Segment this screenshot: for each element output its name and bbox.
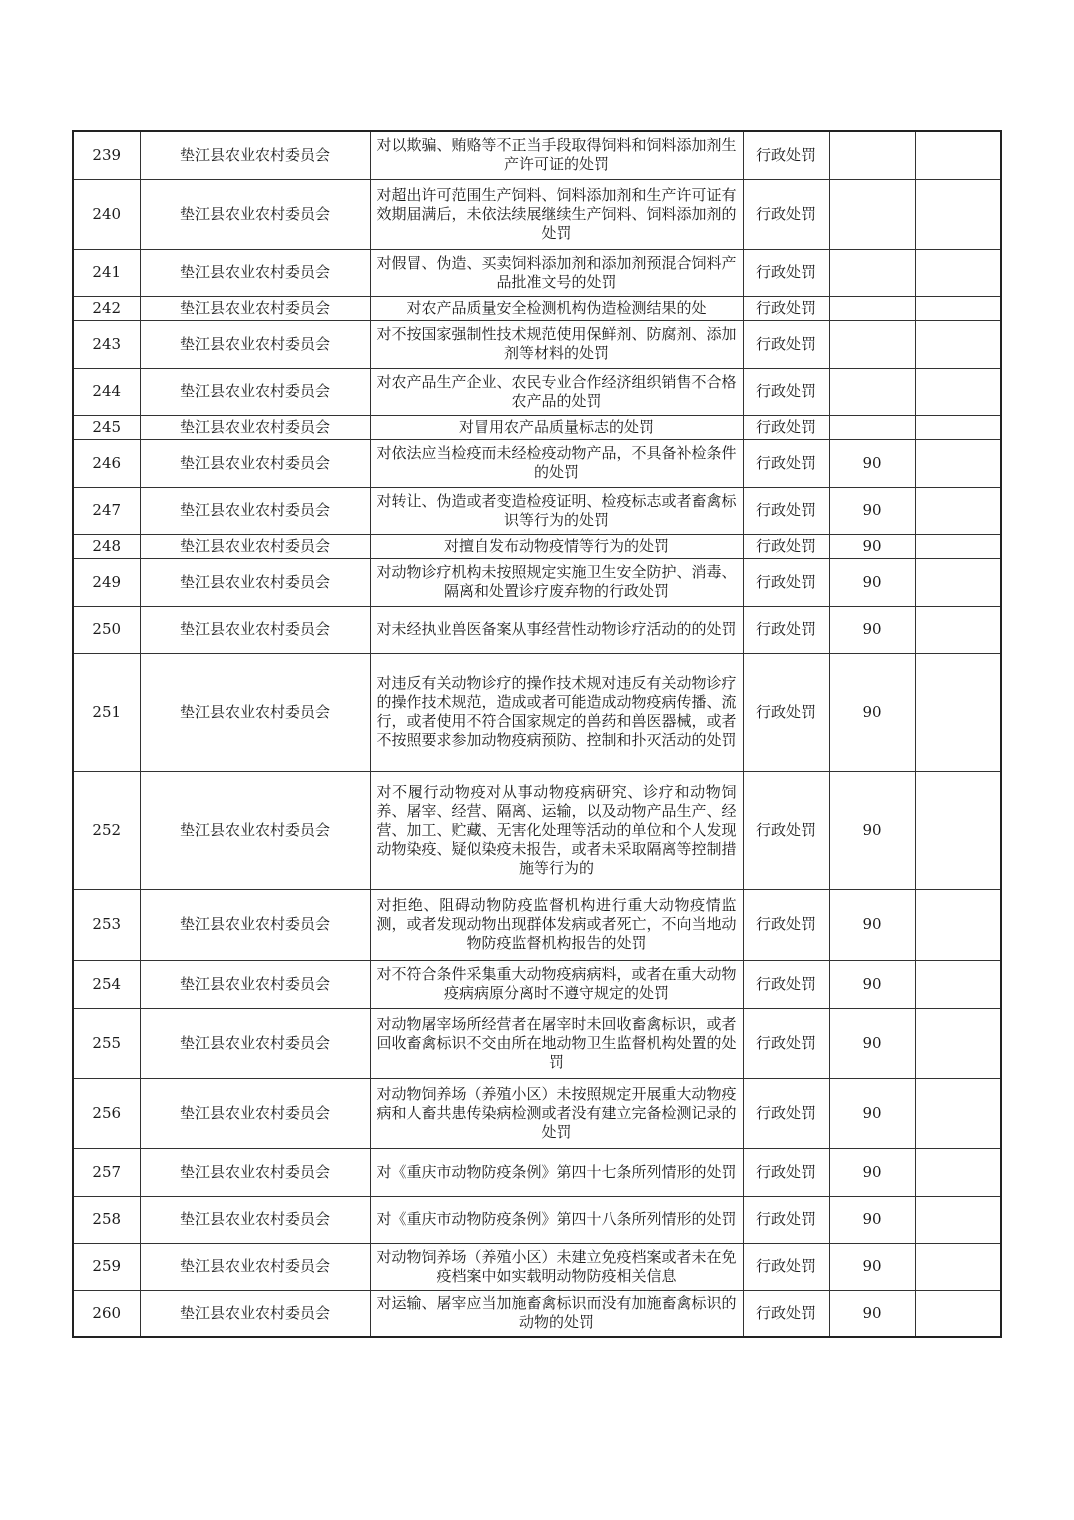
row-number: 247 (73, 487, 140, 534)
department-name: 垫江县农业农村委员会 (140, 534, 370, 558)
department-name: 垫江县农业农村委员会 (140, 320, 370, 368)
row-number: 240 (73, 179, 140, 249)
department-name: 垫江县农业农村委员会 (140, 606, 370, 653)
department-name: 垫江县农业农村委员会 (140, 131, 370, 179)
time-limit: 90 (829, 1148, 915, 1196)
power-type: 行政处罚 (743, 1290, 829, 1337)
department-name: 垫江县农业农村委员会 (140, 653, 370, 771)
table-row (73, 320, 1001, 368)
penalty-item: 对冒用农产品质量标志的处罚 (370, 415, 743, 439)
row-number: 248 (73, 534, 140, 558)
penalty-item: 对动物饲养场（养殖小区）未按照规定开展重大动物疫病和人畜共患传染病检测或者没有建立完备检测记录的处罚 (370, 1078, 743, 1148)
table-row (73, 487, 1001, 534)
time-limit: 90 (829, 1290, 915, 1337)
penalty-item: 对擅自发布动物疫情等行为的处罚 (370, 534, 743, 558)
department-name: 垫江县农业农村委员会 (140, 487, 370, 534)
table-row (73, 249, 1001, 296)
remarks (915, 606, 1001, 653)
power-type: 行政处罚 (743, 960, 829, 1008)
power-type: 行政处罚 (743, 1008, 829, 1078)
table-row (73, 558, 1001, 606)
remarks (915, 1078, 1001, 1148)
department-name: 垫江县农业农村委员会 (140, 771, 370, 889)
power-type: 行政处罚 (743, 653, 829, 771)
time-limit: 90 (829, 606, 915, 653)
table-row (73, 296, 1001, 320)
power-type: 行政处罚 (743, 320, 829, 368)
table-row (73, 368, 1001, 415)
penalty-item: 对《重庆市动物防疫条例》第四十八条所列情形的处罚 (370, 1196, 743, 1243)
power-type: 行政处罚 (743, 131, 829, 179)
time-limit (829, 131, 915, 179)
row-number: 246 (73, 439, 140, 487)
remarks (915, 534, 1001, 558)
row-number: 239 (73, 131, 140, 179)
time-limit: 90 (829, 889, 915, 960)
power-type: 行政处罚 (743, 1196, 829, 1243)
row-number: 244 (73, 368, 140, 415)
remarks (915, 1290, 1001, 1337)
table-row (73, 1196, 1001, 1243)
time-limit: 90 (829, 960, 915, 1008)
row-number: 260 (73, 1290, 140, 1337)
power-type: 行政处罚 (743, 1243, 829, 1290)
remarks (915, 960, 1001, 1008)
time-limit (829, 415, 915, 439)
time-limit: 90 (829, 1196, 915, 1243)
row-number: 250 (73, 606, 140, 653)
penalty-item: 对农产品生产企业、农民专业合作经济组织销售不合格农产品的处罚 (370, 368, 743, 415)
department-name: 垫江县农业农村委员会 (140, 1078, 370, 1148)
penalty-item: 对农产品质量安全检测机构伪造检测结果的处 (370, 296, 743, 320)
row-number: 241 (73, 249, 140, 296)
power-type: 行政处罚 (743, 606, 829, 653)
time-limit: 90 (829, 439, 915, 487)
department-name: 垫江县农业农村委员会 (140, 179, 370, 249)
power-type: 行政处罚 (743, 771, 829, 889)
row-number: 259 (73, 1243, 140, 1290)
time-limit: 90 (829, 653, 915, 771)
penalty-item: 对拒绝、阻碍动物防疫监督机构进行重大动物疫情监测，或者发现动物出现群体发病或者死亡，不向当地动物防疫监督机构报告的处罚 (370, 889, 743, 960)
remarks (915, 1008, 1001, 1078)
time-limit (829, 179, 915, 249)
row-number: 256 (73, 1078, 140, 1148)
time-limit (829, 368, 915, 415)
time-limit: 90 (829, 1243, 915, 1290)
penalty-item: 对假冒、伪造、买卖饲料添加剂和添加剂预混合饲料产品批准文号的处罚 (370, 249, 743, 296)
power-type: 行政处罚 (743, 558, 829, 606)
row-number: 258 (73, 1196, 140, 1243)
power-type: 行政处罚 (743, 368, 829, 415)
time-limit: 90 (829, 771, 915, 889)
remarks (915, 889, 1001, 960)
table-row (73, 889, 1001, 960)
row-number: 243 (73, 320, 140, 368)
row-number: 254 (73, 960, 140, 1008)
remarks (915, 771, 1001, 889)
time-limit (829, 320, 915, 368)
department-name: 垫江县农业农村委员会 (140, 439, 370, 487)
penalty-item: 对动物屠宰场所经营者在屠宰时未回收畜禽标识，或者回收畜禽标识不交由所在地动物卫生监督机构处置的处罚 (370, 1008, 743, 1078)
remarks (915, 415, 1001, 439)
department-name: 垫江县农业农村委员会 (140, 1008, 370, 1078)
table-row (73, 606, 1001, 653)
table-body (73, 131, 1001, 1337)
remarks (915, 179, 1001, 249)
department-name: 垫江县农业农村委员会 (140, 415, 370, 439)
penalty-item: 对运输、屠宰应当加施畜禽标识而没有加施畜禽标识的动物的处罚 (370, 1290, 743, 1337)
power-type: 行政处罚 (743, 1148, 829, 1196)
department-name: 垫江县农业农村委员会 (140, 1243, 370, 1290)
department-name: 垫江县农业农村委员会 (140, 960, 370, 1008)
penalty-item: 对《重庆市动物防疫条例》第四十七条所列情形的处罚 (370, 1148, 743, 1196)
power-type: 行政处罚 (743, 415, 829, 439)
row-number: 249 (73, 558, 140, 606)
table-row (73, 1290, 1001, 1337)
department-name: 垫江县农业农村委员会 (140, 1290, 370, 1337)
remarks (915, 368, 1001, 415)
power-type: 行政处罚 (743, 249, 829, 296)
remarks (915, 487, 1001, 534)
remarks (915, 1196, 1001, 1243)
table-row (73, 534, 1001, 558)
remarks (915, 131, 1001, 179)
table-row (73, 1148, 1001, 1196)
penalty-item: 对不按国家强制性技术规范使用保鲜剂、防腐剂、添加剂等材料的处罚 (370, 320, 743, 368)
remarks (915, 320, 1001, 368)
table-row (73, 1008, 1001, 1078)
penalty-table (72, 130, 1002, 1338)
department-name: 垫江县农业农村委员会 (140, 1148, 370, 1196)
time-limit: 90 (829, 487, 915, 534)
penalty-item: 对不符合条件采集重大动物疫病病料，或者在重大动物疫病病原分离时不遵守规定的处罚 (370, 960, 743, 1008)
time-limit (829, 296, 915, 320)
time-limit: 90 (829, 1008, 915, 1078)
table-row (73, 960, 1001, 1008)
power-type: 行政处罚 (743, 534, 829, 558)
time-limit: 90 (829, 558, 915, 606)
power-type: 行政处罚 (743, 1078, 829, 1148)
table-row (73, 771, 1001, 889)
row-number: 242 (73, 296, 140, 320)
table-row (73, 1078, 1001, 1148)
power-type: 行政处罚 (743, 439, 829, 487)
table-row (73, 653, 1001, 771)
penalty-item: 对超出许可范围生产饲料、饲料添加剂和生产许可证有效期届满后，未依法续展继续生产饲料、饲料添加剂的处罚 (370, 179, 743, 249)
penalty-item: 对依法应当检疫而未经检疫动物产品，不具备补检条件的处罚 (370, 439, 743, 487)
table-row (73, 415, 1001, 439)
power-type: 行政处罚 (743, 487, 829, 534)
row-number: 255 (73, 1008, 140, 1078)
remarks (915, 653, 1001, 771)
row-number: 257 (73, 1148, 140, 1196)
penalty-item: 对违反有关动物诊疗的操作技术规对违反有关动物诊疗的操作技术规范，造成或者可能造成动物疫病传播、流行，或者使用不符合国家规定的兽药和兽医器械，或者不按照要求参加动物疫病预防、控制和扑灭活动的处罚 (370, 653, 743, 771)
row-number: 245 (73, 415, 140, 439)
department-name: 垫江县农业农村委员会 (140, 889, 370, 960)
penalty-item: 对动物诊疗机构未按照规定实施卫生安全防护、消毒、隔离和处置诊疗废弃物的行政处罚 (370, 558, 743, 606)
time-limit: 90 (829, 534, 915, 558)
department-name: 垫江县农业农村委员会 (140, 368, 370, 415)
row-number: 253 (73, 889, 140, 960)
penalty-item: 对动物饲养场（养殖小区）未建立免疫档案或者未在免疫档案中如实载明动物防疫相关信息 (370, 1243, 743, 1290)
penalty-item: 对未经执业兽医备案从事经营性动物诊疗活动的的处罚 (370, 606, 743, 653)
penalty-item: 对不履行动物疫对从事动物疫病研究、诊疗和动物饲养、屠宰、经营、隔离、运输，以及动物产品生产、经营、加工、贮藏、无害化处理等活动的单位和个人发现动物染疫、疑似染疫未报告，或者未采取隔离等控制措施等行为的 (370, 771, 743, 889)
penalty-item: 对转让、伪造或者变造检疫证明、检疫标志或者畜禽标识等行为的处罚 (370, 487, 743, 534)
remarks (915, 439, 1001, 487)
row-number: 252 (73, 771, 140, 889)
table-row (73, 439, 1001, 487)
row-number: 251 (73, 653, 140, 771)
time-limit (829, 249, 915, 296)
remarks (915, 1148, 1001, 1196)
remarks (915, 249, 1001, 296)
power-type: 行政处罚 (743, 889, 829, 960)
department-name: 垫江县农业农村委员会 (140, 1196, 370, 1243)
table-row (73, 131, 1001, 179)
department-name: 垫江县农业农村委员会 (140, 249, 370, 296)
penalty-item: 对以欺骗、贿赂等不正当手段取得饲料和饲料添加剂生产许可证的处罚 (370, 131, 743, 179)
time-limit: 90 (829, 1078, 915, 1148)
department-name: 垫江县农业农村委员会 (140, 296, 370, 320)
power-type: 行政处罚 (743, 179, 829, 249)
remarks (915, 296, 1001, 320)
table-row (73, 1243, 1001, 1290)
department-name: 垫江县农业农村委员会 (140, 558, 370, 606)
remarks (915, 1243, 1001, 1290)
remarks (915, 558, 1001, 606)
table-row (73, 179, 1001, 249)
power-type: 行政处罚 (743, 296, 829, 320)
